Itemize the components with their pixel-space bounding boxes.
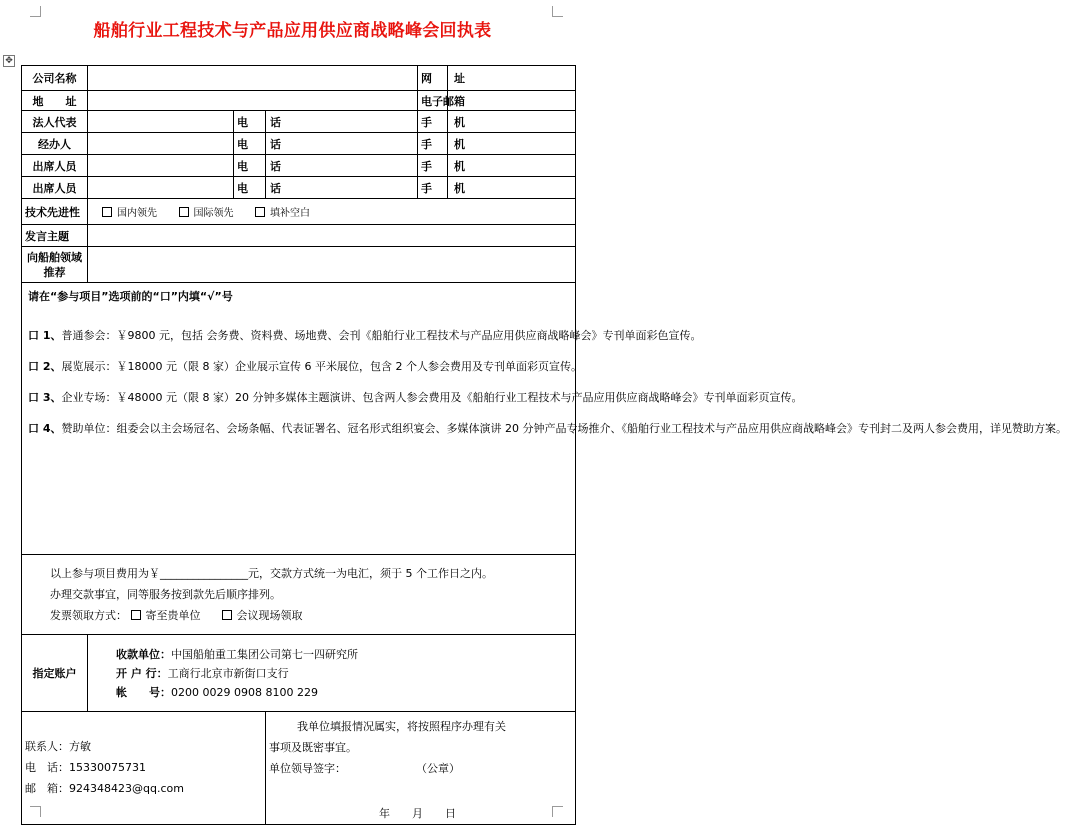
invoice-method: 发票领取方式： 寄至贵单位 会议现场领取 [50, 609, 303, 622]
company-input[interactable] [88, 66, 418, 91]
tech-option-international[interactable]: 国际领先 [179, 208, 234, 219]
tech-option-gap[interactable]: 填补空白 [255, 208, 310, 219]
contact-email: 邮 箱：924348423@qq.com [25, 782, 184, 795]
attendee-input[interactable] [88, 177, 234, 199]
account-row [22, 635, 576, 712]
mobile-label: 手 机 [418, 177, 448, 199]
email-input[interactable] [448, 91, 576, 111]
checkbox-icon[interactable] [131, 610, 141, 620]
official-seal-label: （公章） [416, 762, 460, 775]
mobile-input[interactable] [448, 133, 576, 155]
participation-instruction: 请在“参与项目”选项前的“口”内填“√”号 [28, 290, 233, 303]
tech-level-options [88, 199, 576, 225]
legal-rep-input[interactable] [88, 111, 234, 133]
recommend-label: 向船舶领域 推荐 [22, 247, 88, 283]
participation-row [22, 283, 576, 555]
tech-level-label: 技术先进性 [22, 199, 88, 225]
handler-label: 经办人 [22, 133, 88, 155]
attendee-label: 出席人员 [22, 177, 88, 199]
participation-cell [22, 283, 1067, 555]
handler-input[interactable] [88, 133, 234, 155]
topic-input[interactable] [88, 225, 576, 247]
website-label: 网 址 [418, 66, 448, 91]
recommend-input[interactable] [88, 247, 576, 283]
phone-input[interactable] [266, 155, 418, 177]
fees-amount-text: 以上参与项目费用为￥________________元，交款方式统一为电汇，须于 5 个工作日之内。 [50, 567, 493, 580]
fees-row [22, 555, 576, 635]
address-label: 地 址 [22, 91, 88, 111]
mobile-input[interactable] [448, 111, 576, 133]
receipt-form-table [21, 65, 1067, 825]
confirmation-cell [266, 712, 576, 825]
tech-option-domestic[interactable]: 国内领先 [102, 208, 157, 219]
table-move-handle-icon[interactable]: ✥ [3, 55, 15, 67]
confirmation-statement-cont: 事项及既密事宜。 [269, 741, 357, 754]
confirmation-statement: 我单位填报情况属实，将按照程序办理有关 [297, 720, 506, 733]
invoice-option-onsite[interactable]: 会议现场领取 [222, 609, 303, 622]
payee-name: 中国船舶重工集团公司第七一四研究所 [171, 647, 358, 661]
phone-label: 电 话 [234, 133, 266, 155]
phone-label: 电 话 [234, 177, 266, 199]
attendee-row [22, 177, 576, 199]
signature-date: 年 月 日 [379, 807, 456, 820]
attendee-label: 出席人员 [22, 155, 88, 177]
contact-phone: 电 话：15330075731 [25, 761, 146, 774]
company-row [22, 66, 576, 91]
mobile-label: 手 机 [418, 133, 448, 155]
handler-row [22, 133, 576, 155]
phone-label: 电 话 [234, 155, 266, 177]
invoice-option-mail[interactable]: 寄至贵单位 [131, 609, 201, 622]
document-title: 船舶行业工程技术与产品应用供应商战略峰会回执表 [93, 21, 492, 41]
topic-row [22, 225, 576, 247]
mobile-label: 手 机 [418, 111, 448, 133]
mobile-input[interactable] [448, 155, 576, 177]
fees-cell [22, 555, 576, 635]
attendee-row [22, 155, 576, 177]
leader-signature: 单位领导签字： （公章） [269, 762, 460, 775]
email-label: 电子邮箱 [418, 91, 448, 111]
tech-level-row [22, 199, 576, 225]
checkbox-icon[interactable] [179, 207, 189, 217]
contact-cell [22, 712, 266, 825]
account-details: 收款单位：中国船舶重工集团公司第七一四研究所 开 户 行：工商行北京市新街口支行 帐 号：0200 0029 0908 8100 229 [88, 635, 576, 712]
fees-order-text: 办理交款事宜，同等服务按到款先后顺序排列。 [50, 588, 281, 601]
checkbox-icon[interactable] [102, 207, 112, 217]
bank-name: 工商行北京市新街口支行 [167, 666, 289, 680]
checkbox-icon[interactable] [255, 207, 265, 217]
legal-rep-row [22, 111, 576, 133]
address-row [22, 91, 576, 111]
legal-rep-label: 法人代表 [22, 111, 88, 133]
website-input[interactable] [448, 66, 576, 91]
address-input[interactable] [88, 91, 418, 111]
contact-row [22, 712, 576, 825]
attendee-input[interactable] [88, 155, 234, 177]
mobile-label: 手 机 [418, 155, 448, 177]
checkbox-icon[interactable] [222, 610, 232, 620]
participation-item[interactable]: 口 1、普通参会：￥9800 元，包括 会务费、资料费、场地费、会刊《船舶行业工程技术与产品应用供应商战略峰会》专刊单面彩色宣传。 [28, 329, 702, 342]
participation-item[interactable]: 口 4、赞助单位：组委会以主会场冠名、会场条幅、代表证署名、冠名形式组织宴会、多媒体演讲 20 分钟产品专场推介、《船舶行业工程技术与产品应用供应商战略峰会》专刊封二及两人参会费用，详见赞助方案。 [28, 422, 1067, 435]
account-number: 0200 0029 0908 8100 229 [171, 685, 318, 699]
phone-label: 电 话 [234, 111, 266, 133]
account-label: 指定账户 [22, 635, 88, 712]
participation-item[interactable]: 口 2、展览展示：￥18000 元（限 8 家）企业展示宣传 6 平米展位，包含 2 个人参会费用及专刊单面彩页宣传。 [28, 360, 582, 373]
recommend-row [22, 247, 576, 283]
contact-person: 联系人：方敏 [25, 740, 91, 753]
phone-input[interactable] [266, 177, 418, 199]
phone-input[interactable] [266, 111, 418, 133]
participation-item[interactable]: 口 3、企业专场：￥48000 元（限 8 家）20 分钟多媒体主题演讲、包含两人参会费用及《船舶行业工程技术与产品应用供应商战略峰会》专刊单面彩页宣传。 [28, 391, 803, 404]
company-label: 公司名称 [22, 66, 88, 91]
phone-input[interactable] [266, 133, 418, 155]
mobile-input[interactable] [448, 177, 576, 199]
topic-label: 发言主题 [22, 225, 88, 247]
